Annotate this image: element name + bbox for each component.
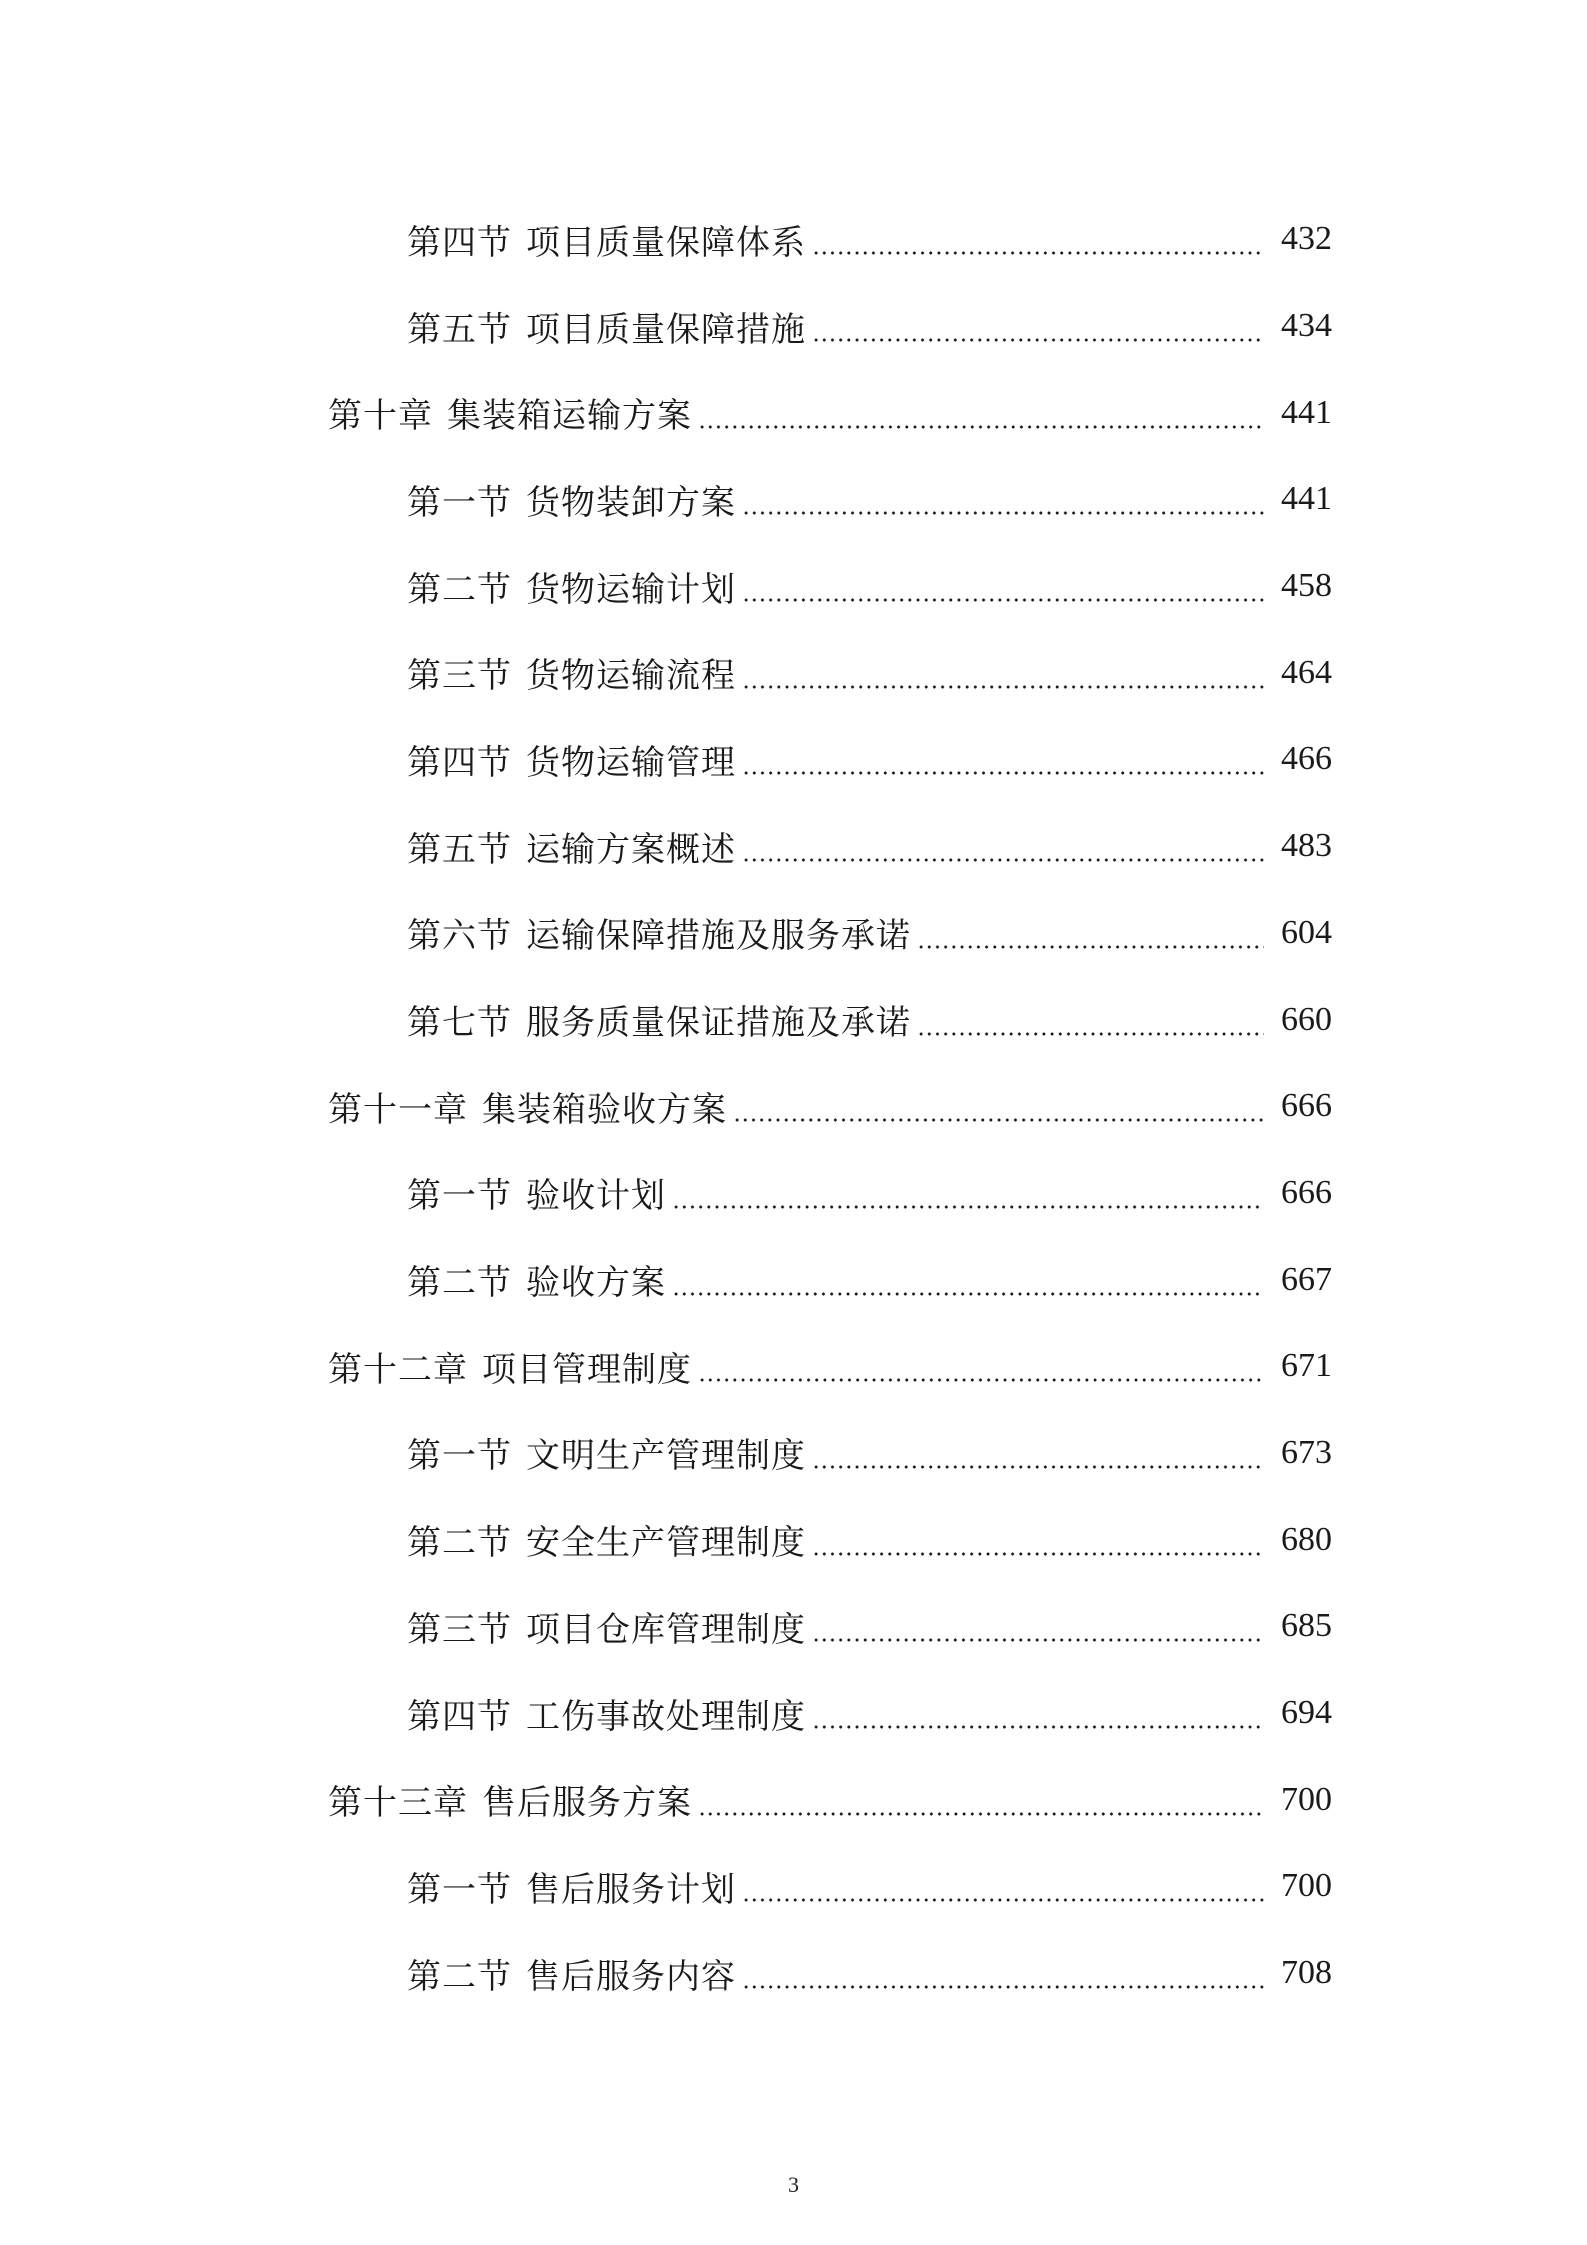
toc-entry-prefix: 第十二章: [328, 1349, 468, 1390]
toc-entry-page-number: 708: [1281, 1954, 1332, 1992]
toc-section-entry[interactable]: [0, 456, 1587, 543]
toc-entry-title: 运输保障措施及服务承诺: [526, 916, 911, 957]
dot-leader: [672, 1176, 1264, 1210]
toc-section-entry[interactable]: [0, 803, 1587, 890]
page-number: 3: [788, 2172, 799, 2197]
toc-chapter-entry[interactable]: [0, 369, 1587, 456]
toc-section-entry[interactable]: [0, 716, 1587, 803]
toc-section-entry[interactable]: [0, 890, 1587, 977]
toc-entry-prefix: 第七节: [407, 1003, 512, 1044]
toc-section-entry[interactable]: [0, 196, 1587, 283]
toc-entry-label: [328, 1082, 727, 1131]
toc-entry-page-number: 685: [1281, 1607, 1332, 1645]
toc-entry-prefix: 第一节: [407, 1869, 512, 1910]
toc-entry-label: [407, 215, 806, 264]
dot-leader: [812, 1609, 1264, 1643]
toc-entry-title: 运输方案概述: [526, 829, 736, 870]
toc-section-entry[interactable]: [0, 1150, 1587, 1237]
dot-leader: [698, 1349, 1264, 1383]
toc-entry-page-number: 432: [1281, 220, 1332, 258]
dot-leader: [742, 656, 1264, 690]
toc-section-entry[interactable]: [0, 629, 1587, 716]
toc-entry-prefix: 第二节: [407, 1956, 512, 1997]
toc-entry-page-number: 466: [1281, 740, 1332, 778]
toc-entry-label: [328, 1342, 692, 1391]
toc-entry-prefix: 第十一章: [328, 1089, 468, 1130]
toc-entry-page-number: 700: [1281, 1780, 1332, 1818]
toc-entry-page-number: 441: [1281, 480, 1332, 518]
dot-leader: [812, 309, 1264, 343]
toc-entry-page-number: 464: [1281, 653, 1332, 691]
toc-entry-prefix: 第一节: [407, 1436, 512, 1477]
toc-entry-page-number: 680: [1281, 1520, 1332, 1558]
toc-entry-title: 售后服务计划: [526, 1869, 736, 1910]
dot-leader: [742, 569, 1264, 603]
toc-entry-title: 验收方案: [526, 1263, 666, 1304]
toc-entry-label: [407, 1168, 666, 1217]
toc-entry-prefix: 第四节: [407, 222, 512, 263]
dot-leader: [742, 1956, 1264, 1990]
toc-entry-label: [328, 388, 692, 437]
toc-entry-title: 货物运输计划: [526, 569, 736, 610]
dot-leader: [742, 482, 1264, 516]
toc-entry-label: [407, 1515, 806, 1564]
toc-section-entry[interactable]: [0, 976, 1587, 1063]
toc-entry-label: [407, 1949, 736, 1998]
toc-entry-label: [407, 1428, 806, 1477]
toc-entry-page-number: 667: [1281, 1260, 1332, 1298]
toc-entry-prefix: 第一节: [407, 1176, 512, 1217]
dot-leader: [812, 1696, 1264, 1730]
toc-entry-page-number: 458: [1281, 567, 1332, 605]
toc-entry-page-number: 673: [1281, 1433, 1332, 1471]
toc-entry-title: 项目仓库管理制度: [526, 1609, 806, 1650]
toc-entry-prefix: 第五节: [407, 309, 512, 350]
toc-entry-title: 货物运输流程: [526, 656, 736, 697]
toc-entry-page-number: 666: [1281, 1087, 1332, 1125]
toc-section-entry[interactable]: [0, 1930, 1587, 2017]
toc-entry-page-number: 660: [1281, 1000, 1332, 1038]
table-of-contents: [0, 196, 1587, 2016]
toc-entry-page-number: 671: [1281, 1347, 1332, 1385]
toc-entry-page-number: 604: [1281, 913, 1332, 951]
toc-entry-label: [407, 995, 911, 1044]
toc-entry-title: 服务质量保证措施及承诺: [526, 1003, 911, 1044]
toc-entry-title: 售后服务内容: [526, 1956, 736, 1997]
toc-entry-label: [407, 1689, 806, 1738]
toc-section-entry[interactable]: [0, 543, 1587, 630]
dot-leader: [812, 1436, 1264, 1470]
toc-chapter-entry[interactable]: [0, 1323, 1587, 1410]
toc-entry-label: [407, 908, 911, 957]
toc-section-entry[interactable]: [0, 1583, 1587, 1670]
toc-entry-label: [407, 648, 736, 697]
toc-entry-title: 售后服务方案: [482, 1783, 692, 1824]
toc-section-entry[interactable]: [0, 1236, 1587, 1323]
toc-entry-prefix: 第三节: [407, 1609, 512, 1650]
toc-entry-label: [407, 302, 806, 351]
toc-entry-prefix: 第一节: [407, 482, 512, 523]
toc-entry-title: 验收计划: [526, 1176, 666, 1217]
toc-entry-label: [407, 562, 736, 611]
toc-entry-prefix: 第二节: [407, 569, 512, 610]
toc-entry-title: 货物装卸方案: [526, 482, 736, 523]
toc-entry-prefix: 第五节: [407, 829, 512, 870]
toc-section-entry[interactable]: [0, 1670, 1587, 1757]
toc-entry-label: [407, 1862, 736, 1911]
toc-entry-title: 项目管理制度: [482, 1349, 692, 1390]
dot-leader: [742, 1869, 1264, 1903]
toc-entry-title: 货物运输管理: [526, 742, 736, 783]
toc-entry-prefix: 第二节: [407, 1263, 512, 1304]
toc-section-entry[interactable]: [0, 1410, 1587, 1497]
toc-entry-title: 集装箱验收方案: [482, 1089, 727, 1130]
toc-section-entry[interactable]: [0, 1496, 1587, 1583]
toc-entry-prefix: 第二节: [407, 1523, 512, 1564]
toc-entry-prefix: 第三节: [407, 656, 512, 697]
dot-leader: [698, 1783, 1264, 1817]
dot-leader: [672, 1263, 1264, 1297]
toc-entry-label: [407, 822, 736, 871]
dot-leader: [698, 396, 1264, 430]
dot-leader: [812, 1523, 1264, 1557]
toc-entry-label: [407, 1255, 666, 1304]
toc-entry-prefix: 第十三章: [328, 1783, 468, 1824]
toc-entry-page-number: 483: [1281, 827, 1332, 865]
toc-entry-label: [328, 1775, 692, 1824]
toc-entry-page-number: 441: [1281, 393, 1332, 431]
toc-entry-title: 集装箱运输方案: [447, 396, 692, 437]
toc-section-entry[interactable]: [0, 283, 1587, 370]
toc-entry-title: 安全生产管理制度: [526, 1523, 806, 1564]
toc-entry-label: [407, 1602, 806, 1651]
dot-leader: [742, 742, 1264, 776]
toc-entry-prefix: 第六节: [407, 916, 512, 957]
toc-entry-prefix: 第四节: [407, 742, 512, 783]
toc-entry-label: [407, 735, 736, 784]
toc-entry-title: 工伤事故处理制度: [526, 1696, 806, 1737]
dot-leader: [917, 1003, 1264, 1037]
dot-leader: [742, 829, 1264, 863]
toc-entry-prefix: 第四节: [407, 1696, 512, 1737]
toc-entry-page-number: 700: [1281, 1867, 1332, 1905]
toc-entry-title: 项目质量保障体系: [526, 222, 806, 263]
toc-section-entry[interactable]: [0, 1843, 1587, 1930]
toc-chapter-entry[interactable]: [0, 1063, 1587, 1150]
toc-entry-label: [407, 475, 736, 524]
dot-leader: [917, 916, 1264, 950]
toc-entry-title: 项目质量保障措施: [526, 309, 806, 350]
toc-chapter-entry[interactable]: [0, 1756, 1587, 1843]
toc-entry-prefix: 第十章: [328, 396, 433, 437]
dot-leader: [812, 222, 1264, 256]
toc-entry-page-number: 666: [1281, 1173, 1332, 1211]
dot-leader: [733, 1089, 1264, 1123]
toc-entry-page-number: 694: [1281, 1694, 1332, 1732]
toc-entry-page-number: 434: [1281, 307, 1332, 345]
toc-entry-title: 文明生产管理制度: [526, 1436, 806, 1477]
